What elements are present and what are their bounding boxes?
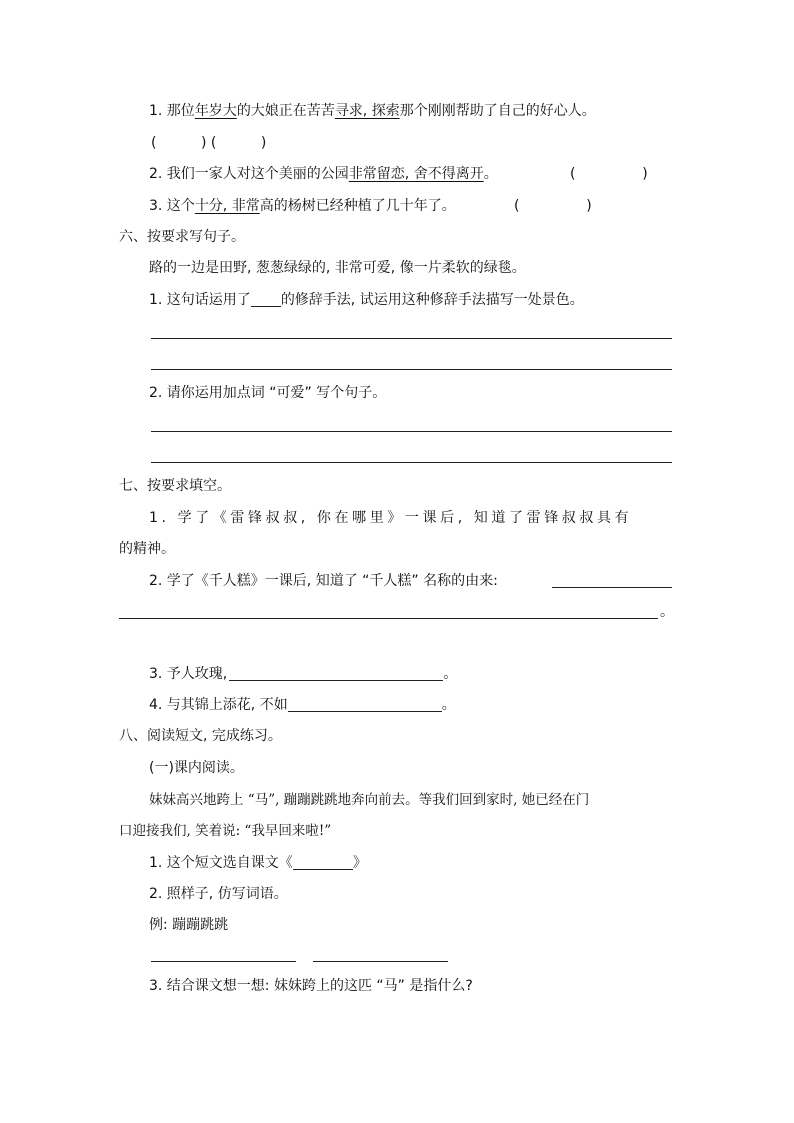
- q5-item2-underline: 非常留恋, 舍不得离开: [348, 166, 484, 182]
- q5-item2: 2. 我们一家人对这个美丽的公园非常留恋, 舍不得离开。: [149, 166, 498, 182]
- q5-item3: 3. 这个十分, 非常高的杨树已经种植了几十年了。: [149, 198, 456, 214]
- q7-item4: 4. 与其锦上添花, 不如 。: [149, 697, 456, 713]
- q8-heading: 八、阅读短文, 完成练习。: [119, 728, 282, 744]
- q7-heading: 七、按要求填空。: [119, 478, 231, 494]
- q7-item3-blank[interactable]: [229, 666, 443, 681]
- q7-item2-blank-b[interactable]: [119, 618, 658, 619]
- q6-item1-answer-line-1[interactable]: [151, 338, 672, 339]
- q5-item1: 1. 那位年岁大的大娘正在苦苦寻求, 探索那个刚刚帮助了自己的好心人。: [149, 103, 596, 119]
- q7-item2-end: 。: [660, 604, 674, 620]
- q6-heading: 六、按要求写句子。: [119, 229, 245, 245]
- q7-item1-line1: 1. 学了《雷锋叔叔, 你在哪里》一课后, 知道了雷锋叔叔具有: [149, 510, 633, 526]
- q6-item1-answer-line-2[interactable]: [151, 369, 672, 370]
- q8-item2-blank-2[interactable]: [313, 961, 448, 962]
- q5-item3-underline: 十分, 非常: [194, 198, 260, 214]
- q7-item3: 3. 予人玫瑰, 。: [149, 666, 458, 682]
- q7-item2-blank-a[interactable]: [552, 587, 672, 588]
- q6-item2-answer-line-1[interactable]: [151, 431, 672, 432]
- q5-item1-underline-b: 寻求, 探索: [334, 103, 400, 119]
- q5-item3-answer[interactable]: ( ): [514, 198, 592, 214]
- q8-item2: 2. 照样子, 仿写词语。: [149, 886, 288, 902]
- q7-item4-blank[interactable]: [288, 697, 442, 712]
- q8-item3: 3. 结合课文想一想: 妹妹跨上的这匹 “马” 是指什么?: [149, 978, 473, 994]
- q8-item1-blank[interactable]: [293, 855, 353, 870]
- q6-item2-answer-line-2[interactable]: [151, 462, 672, 463]
- q5-item1-answer[interactable]: ( ) ( ): [151, 135, 267, 151]
- q8-passage-line2: 口迎接我们, 笑着说: “我早回来啦!”: [119, 823, 332, 839]
- q5-item1-underline-a: 年岁大: [194, 103, 237, 119]
- q7-item1-line2: 的精神。: [119, 541, 175, 557]
- q5-item2-answer[interactable]: ( ): [570, 166, 648, 182]
- q7-item2: 2. 学了《千人糕》一课后, 知道了 “千人糕” 名称的由来:: [149, 573, 498, 589]
- q8-passage-line1: 妹妹高兴地跨上 “马”, 蹦蹦跳跳地奔向前去。等我们回到家时, 她已经在门: [149, 792, 590, 808]
- q8-sub-heading: (一)课内阅读。: [149, 760, 244, 776]
- q8-example: 例: 蹦蹦跳跳: [149, 917, 229, 933]
- q6-item2: 2. 请你运用加点词 “可爱” 写个句子。: [149, 385, 387, 401]
- q8-item2-blank-1[interactable]: [151, 961, 296, 962]
- q8-item1: 1. 这个短文选自课文《 》: [149, 855, 367, 871]
- q6-item1-blank[interactable]: [251, 292, 281, 307]
- q6-item1: 1. 这句话运用了 的修辞手法, 试运用这种修辞手法描写一处景色。: [149, 292, 584, 308]
- q6-sentence: 路的一边是田野, 葱葱绿绿的, 非常可爱, 像一片柔软的绿毯。: [149, 260, 526, 276]
